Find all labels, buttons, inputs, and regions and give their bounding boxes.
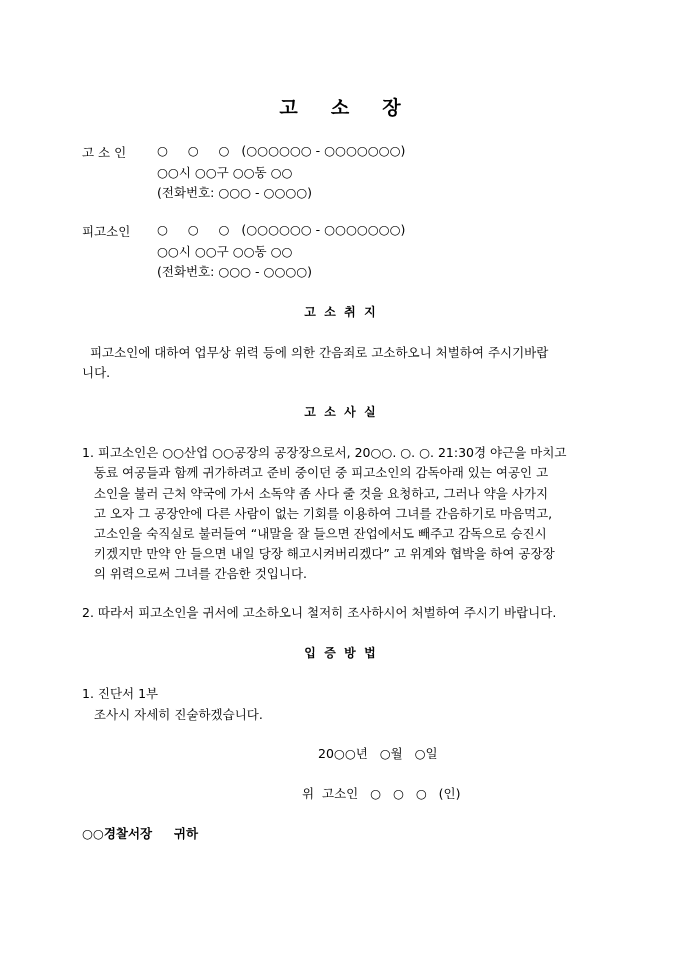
accused-address-line: ○○시 ○○구 ○○동 ○○ (157, 244, 293, 259)
accused-name-line: ○ ○ ○ (○○○○○○ - ○○○○○○○) (157, 222, 406, 237)
facts-item1-line-4: 고 오자 그 공장안에 다른 사람이 없는 기회를 이용하여 그녀를 간음하기로 마음먹고, (82, 506, 553, 521)
facts-item1-line-5: 고소인을 숙직실로 불러들여 “내말을 잘 들으면 잔업에서도 빼주고 감독으로 승진시 (82, 526, 547, 541)
addressee: ○○경찰서장 귀하 (82, 826, 199, 841)
facts-item2: 2. 따라서 피고소인을 귀서에 고소하오니 철저히 조사하시어 처벌하여 주시기 바랍니다. (82, 605, 557, 620)
evidence-line-2: 조사시 자세히 진술하겠습니다. (82, 707, 263, 722)
facts-item1-line-3: 소인을 불러 근처 약국에 가서 소독약 좀 사다 줄 것을 요청하고, 그러나 약을 사가지 (82, 486, 549, 501)
facts-item1-line-1: 1. 피고소인은 ○○산업 ○○공장의 공장장으로서, 20○○. ○. ○. 21:30경 야근을 마치고 (82, 445, 567, 460)
facts-item1-line-6: 키겠지만 만약 안 들으면 내일 당장 해고시켜버리겠다” 고 위계와 협박을 하여 공장장 (82, 546, 555, 561)
accused-label: 피고소인 (82, 224, 131, 239)
purpose-line-2: 니다. (82, 365, 111, 380)
accused-phone-line: (전화번호: ○○○ - ○○○○) (157, 264, 313, 279)
document-title: 고 소 장 (279, 97, 401, 119)
complainant-name-line: ○ ○ ○ (○○○○○○ - ○○○○○○○) (157, 143, 406, 158)
complainant-address-line: ○○시 ○○구 ○○동 ○○ (157, 165, 293, 180)
facts-heading: 고 소 사 실 (304, 405, 376, 419)
evidence-line-1: 1. 진단서 1부 (82, 686, 159, 701)
complainant-label: 고 소 인 (82, 145, 127, 160)
complainant-phone-line: (전화번호: ○○○ - ○○○○) (157, 185, 313, 200)
facts-item1-line-7: 의 위력으로써 그녀를 간음한 것입니다. (82, 566, 307, 581)
facts-item1-line-2: 동료 여공들과 함께 귀가하려고 준비 중이던 중 피고소인의 감독아래 있는 여공인 고 (82, 465, 549, 480)
complainant-signature: 위 고소인 ○ ○ ○ (인) (302, 786, 461, 801)
purpose-line-1: 피고소인에 대하여 업무상 위력 등에 의한 간음죄로 고소하오니 처벌하여 주시기바랍 (82, 345, 549, 360)
document-date: 20○○년 ○월 ○일 (318, 746, 438, 761)
evidence-heading: 입 증 방 법 (304, 646, 376, 660)
purpose-heading: 고 소 취 지 (304, 305, 376, 319)
